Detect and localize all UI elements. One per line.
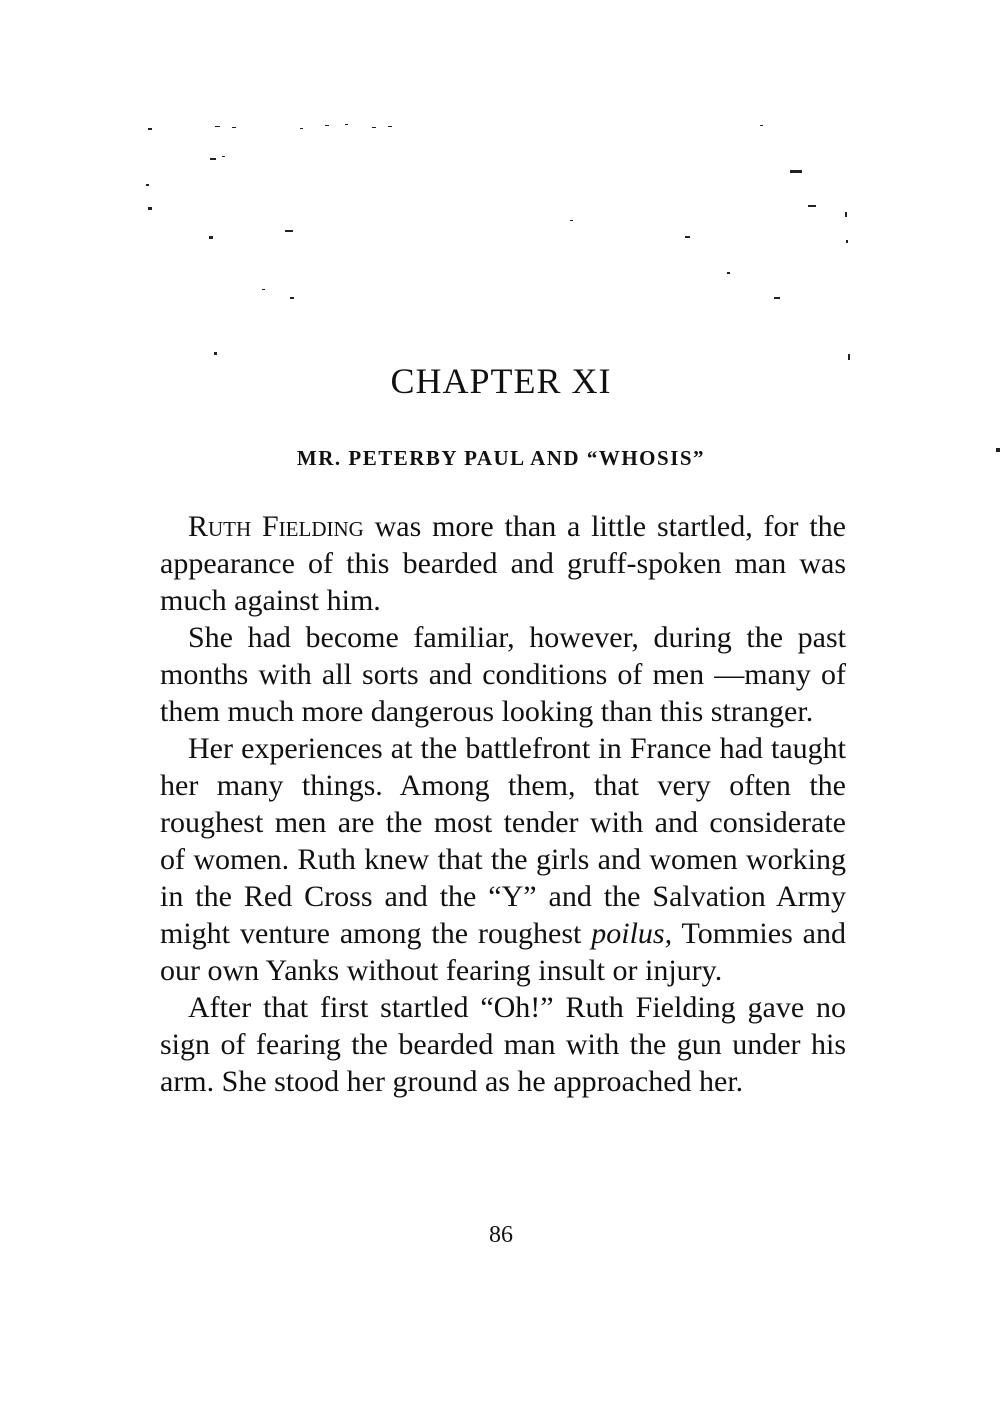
paragraph-3 <box>160 730 846 989</box>
paragraph-2: She had become familiar, however, during the past months with all sorts and conditions of men —many of them much more dangerous looking than this stranger. <box>160 621 846 728</box>
paragraph-1-lead: Ruth Fielding <box>188 510 364 543</box>
paragraph-1 <box>160 508 846 619</box>
chapter-heading-text: CHAPTER XI <box>390 361 612 401</box>
paragraph-3-text: Her experiences at the battlefront in France had taught her many things. Among them, that very often the roughest men are the most tender with and considerate of women. Ruth knew that the girls and women working in the Red Cross and the “Y” and the Salvation Army might venture among the roughest <box>160 732 846 950</box>
paragraph-1-text: was more than a little startled, for the appearance of this bearded and gruff-spoken man was much against him. <box>160 510 846 617</box>
paragraph-4: After that first startled “Oh!” Ruth Fielding gave no sign of fearing the bearded man with the gun under his arm. She stood her ground as he approached her. <box>160 991 846 1098</box>
chapter-body <box>160 508 846 1100</box>
paragraph-3-tail: Tommies and our own Yanks without fearing insult or injury. <box>160 917 846 987</box>
chapter-subtitle: MR. PETERBY PAUL AND “WHOSIS” <box>296 446 706 470</box>
page-number: 86 <box>489 1222 513 1248</box>
paragraph-3-emphasis: poilus, <box>591 917 673 950</box>
chapter-heading <box>0 360 1002 402</box>
